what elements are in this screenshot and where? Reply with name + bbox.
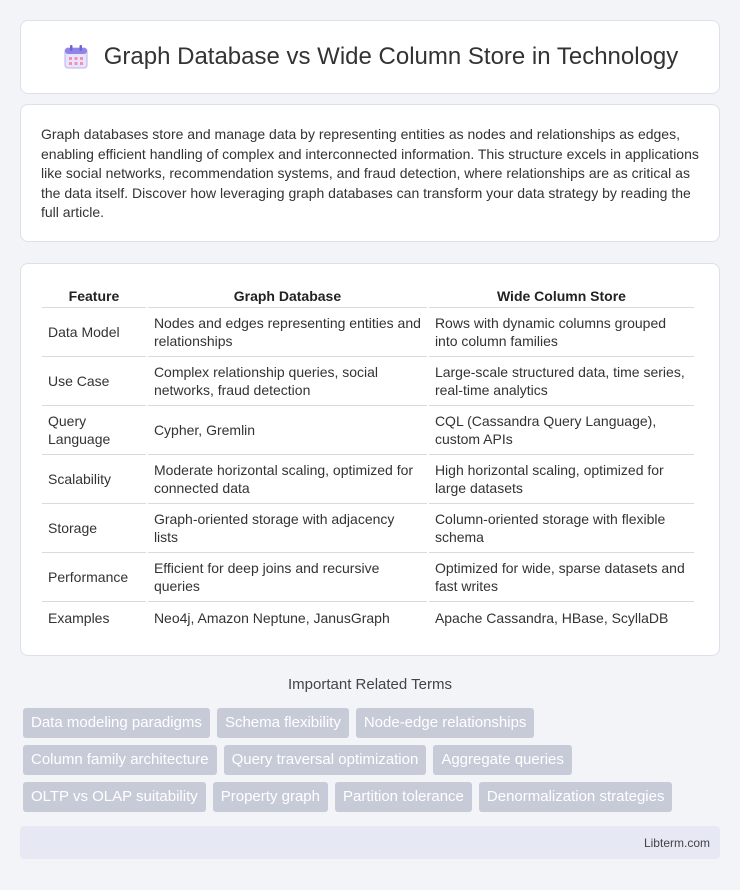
wide-column-cell: High horizontal scaling, optimized for large datasets xyxy=(429,455,694,504)
table-row xyxy=(42,455,694,504)
table-row xyxy=(42,504,694,553)
footer xyxy=(20,826,720,859)
intro-card xyxy=(20,104,720,242)
page-title-wrapper xyxy=(62,43,679,71)
intro-text: Graph databases store and manage data by representing entities as nodes and relationships as edges, enabling efficient handling of complex and interconnected information. This structure excels in applications like social networks, recommendation systems, and fraud detection, where relationships are as critical as the data itself. Discover how leveraging graph databases can transform your data strategy by reading the full article. xyxy=(41,126,699,220)
header-graph-database: Graph Database xyxy=(148,284,427,308)
wide-column-cell: Optimized for wide, sparse datasets and fast writes xyxy=(429,553,694,602)
graph-cell: Cypher, Gremlin xyxy=(148,406,427,455)
wide-column-cell: Rows with dynamic columns grouped into column families xyxy=(429,308,694,357)
table-row xyxy=(42,308,694,357)
title-card xyxy=(20,20,720,94)
feature-cell: Storage xyxy=(42,504,146,553)
related-term-tag[interactable]: Data modeling paradigms xyxy=(23,708,210,738)
table-row xyxy=(42,357,694,406)
related-term-tag[interactable]: Query traversal optimization xyxy=(224,745,427,775)
related-term-tag[interactable]: Partition tolerance xyxy=(335,782,472,812)
table-row xyxy=(42,553,694,602)
graph-cell: Complex relationship queries, social networks, fraud detection xyxy=(148,357,427,406)
tag-row xyxy=(23,708,723,738)
related-term-tag[interactable]: Aggregate queries xyxy=(433,745,572,775)
related-term-tag[interactable]: Denormalization strategies xyxy=(479,782,673,812)
related-terms-heading: Important Related Terms xyxy=(288,676,452,693)
tag-row xyxy=(23,782,723,812)
wide-column-cell: Large-scale structured data, time series, real-time analytics xyxy=(429,357,694,406)
feature-cell: Examples xyxy=(48,609,110,626)
feature-cell: Scalability xyxy=(42,455,146,504)
related-term-tag[interactable]: Schema flexibility xyxy=(217,708,349,738)
graph-cell: Efficient for deep joins and recursive queries xyxy=(148,553,427,602)
graph-cell: Nodes and edges representing entities and relationships xyxy=(148,308,427,357)
wide-column-cell: Apache Cassandra, HBase, ScyllaDB xyxy=(434,609,669,626)
wide-column-cell: Column-oriented storage with flexible schema xyxy=(429,504,694,553)
wide-column-cell: CQL (Cassandra Query Language), custom APIs xyxy=(429,406,694,455)
feature-cell: Query Language xyxy=(42,406,146,455)
comparison-table xyxy=(40,284,696,633)
graph-cell: Moderate horizontal scaling, optimized for connected data xyxy=(148,455,427,504)
page-title: Graph Database vs Wide Column Store in Technology xyxy=(103,43,679,70)
comparison-card xyxy=(20,263,720,656)
table-row xyxy=(42,406,694,455)
feature-cell: Data Model xyxy=(42,308,146,357)
related-term-tag[interactable]: Node-edge relationships xyxy=(356,708,535,738)
graph-cell: Neo4j, Amazon Neptune, JanusGraph xyxy=(153,609,390,626)
related-terms-list xyxy=(23,708,723,819)
footer-site-link[interactable]: Libterm.com xyxy=(643,835,710,850)
related-term-tag[interactable]: Property graph xyxy=(213,782,328,812)
related-term-tag[interactable]: Column family architecture xyxy=(23,745,217,775)
header-feature: Feature xyxy=(42,284,146,308)
tag-row xyxy=(23,745,723,775)
header-wide-column-store: Wide Column Store xyxy=(429,284,694,308)
feature-cell: Use Case xyxy=(42,357,146,406)
graph-cell: Graph-oriented storage with adjacency lists xyxy=(148,504,427,553)
table-row xyxy=(42,602,694,633)
calendar-grid-icon xyxy=(62,43,90,71)
feature-cell: Performance xyxy=(42,553,146,602)
table-header-row xyxy=(42,284,694,308)
related-term-tag[interactable]: OLTP vs OLAP suitability xyxy=(23,782,206,812)
